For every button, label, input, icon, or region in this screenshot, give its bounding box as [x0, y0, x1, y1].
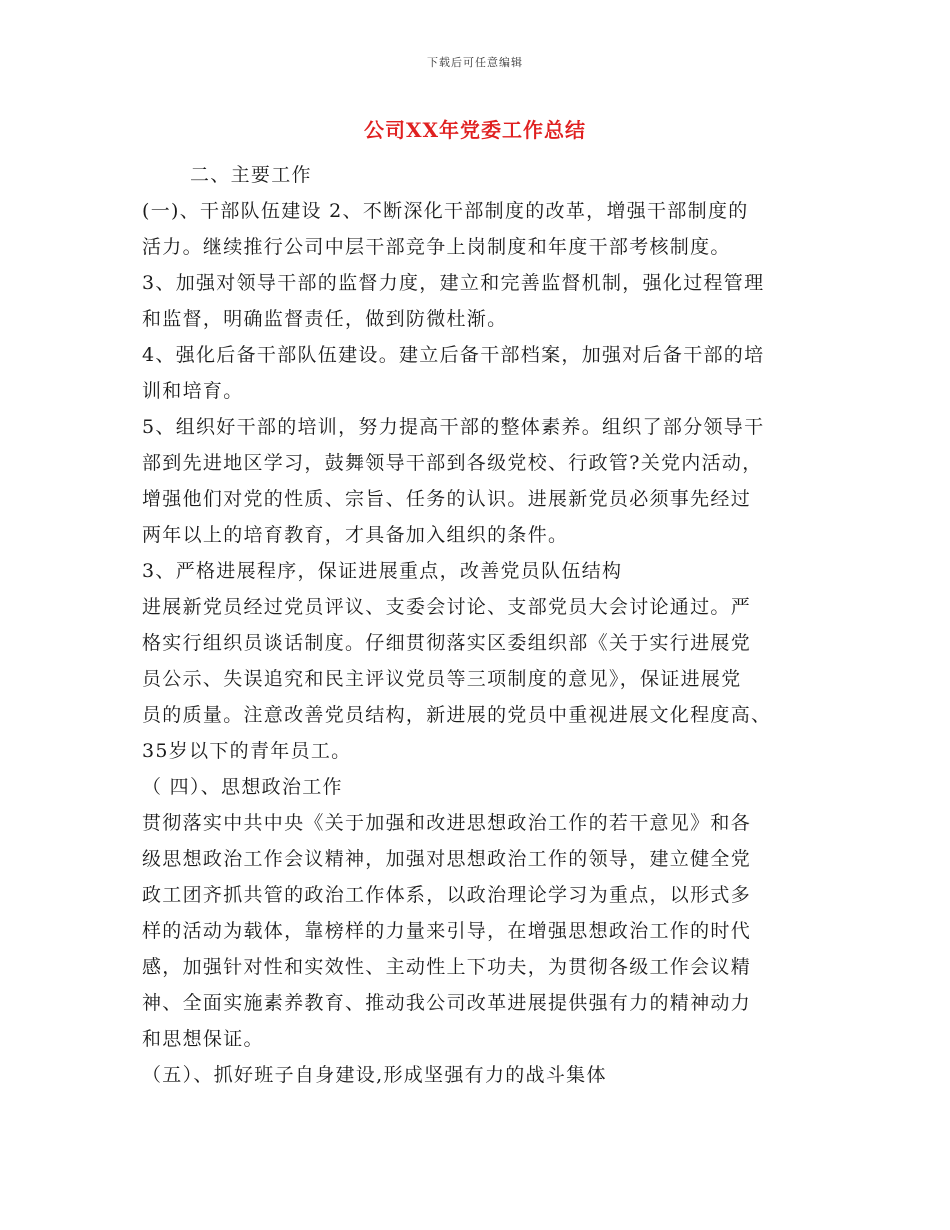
paragraph-line: 35岁以下的青年员工。	[142, 740, 352, 762]
paragraph-line: 训和培育。	[142, 380, 244, 402]
paragraph-line: 活力。继续推行公司中层干部竞争上岗制度和年度干部考核制度。	[142, 236, 731, 258]
paragraph-line: 和思想保证。	[142, 1028, 264, 1050]
paragraph-line: (一)、干部队伍建设 2、不断深化干部制度的改革，增强干部制度的	[142, 200, 749, 222]
subsection-heading: （五）、抓好班子自身建设,形成坚强有力的战斗集体	[142, 1064, 607, 1086]
paragraph-line: 样的活动为载体，靠榜样的力量来引导，在增强思想政治工作的时代	[142, 920, 752, 942]
paragraph-line: 员公示、失误追究和民主评议党员等三项制度的意见》，保证进展党	[142, 668, 742, 690]
page-header-note: 下载后可任意编辑	[427, 56, 523, 69]
paragraph-line: 进展新党员经过党员评议、支委会讨论、支部党员大会讨论通过。严	[142, 596, 752, 618]
paragraph-line: 5、组织好干部的培训，努力提高干部的整体素养。组织了部分领导干	[142, 416, 765, 438]
paragraph-line: 部到先进地区学习，鼓舞领导干部到各级党校、行政管?关党内活动，	[142, 452, 763, 474]
paragraph-line: 贯彻落实中共中央《关于加强和改进思想政治工作的若干意见》和各	[142, 812, 752, 834]
paragraph-line: 两年以上的培育教育，才具备加入组织的条件。	[142, 524, 569, 546]
section-heading: 二、主要工作	[190, 164, 312, 186]
paragraph-line: 3、加强对领导干部的监督力度，建立和完善监督机制，强化过程管理	[142, 272, 765, 294]
subsection-heading: （ 四）、思想政治工作	[142, 776, 343, 798]
paragraph-line: 格实行组织员谈话制度。仔细贯彻落实区委组织部《关于实行进展党	[142, 632, 752, 654]
paragraph-line: 增强他们对党的性质、宗旨、任务的认识。进展新党员必须事先经过	[142, 488, 752, 510]
paragraph-line: 神、全面实施素养教育、推动我公司改革进展提供强有力的精神动力	[142, 992, 752, 1014]
paragraph-line: 感，加强针对性和实效性、主动性上下功夫，为贯彻各级工作会议精	[142, 956, 752, 978]
paragraph-line: 员的质量。注意改善党员结构，新进展的党员中重视进展文化程度高、	[142, 704, 772, 726]
document-title: 公司XX年党委工作总结	[363, 118, 587, 142]
subsection-heading: 3、严格进展程序，保证进展重点，改善党员队伍结构	[142, 560, 623, 582]
document-body	[142, 157, 822, 1093]
paragraph-line: 政工团齐抓共管的政治工作体系，以政治理论学习为重点，以形式多	[142, 884, 752, 906]
paragraph-line: 和监督，明确监督责任，做到防微杜渐。	[142, 308, 508, 330]
paragraph-line: 4、强化后备干部队伍建设。建立后备干部档案，加强对后备干部的培	[142, 344, 765, 366]
paragraph-line: 级思想政治工作会议精神，加强对思想政治工作的领导，建立健全党	[142, 848, 752, 870]
